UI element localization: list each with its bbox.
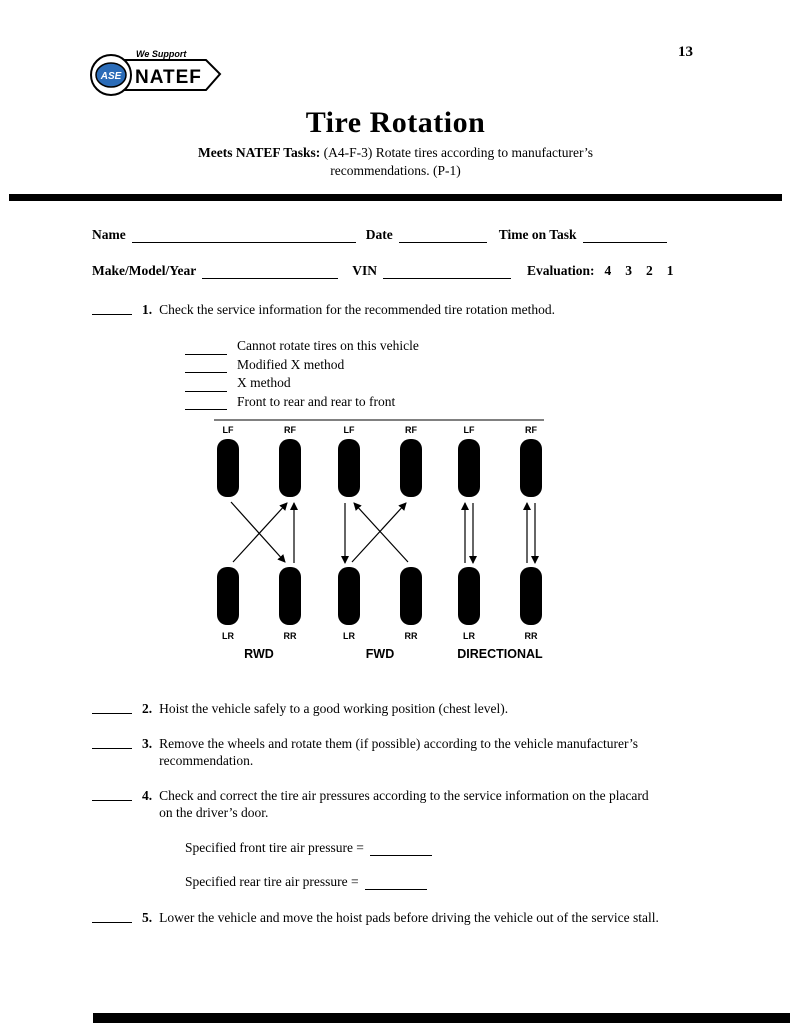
method-1-label: Cannot rotate tires on this vehicle <box>237 337 419 353</box>
time-on-task-label: Time on Task <box>498 227 577 243</box>
step-5-blank <box>92 909 132 923</box>
natef-logo <box>88 44 226 104</box>
tire <box>520 439 542 497</box>
diagram-caption: RWD <box>244 647 274 662</box>
tire-label: LF <box>222 425 234 436</box>
meets-line-2: recommendations. (P-1) <box>330 163 461 179</box>
step-1-blank <box>92 301 132 315</box>
tire-label: LR <box>463 631 475 642</box>
rotation-arrow <box>352 503 406 562</box>
evaluation-value-2: 2 <box>646 263 653 279</box>
name-label: Name <box>92 227 126 243</box>
method-3-blank <box>185 379 227 392</box>
step-3-blank <box>92 735 132 749</box>
method-1-blank <box>185 342 227 355</box>
tire <box>520 567 542 625</box>
date-blank <box>399 228 487 243</box>
tire <box>458 567 480 625</box>
tire-label: RF <box>284 425 296 436</box>
tire <box>217 439 239 497</box>
ase-text: ASE <box>100 71 122 82</box>
logo-we-support: We Support <box>136 49 187 59</box>
date-label: Date <box>365 227 393 243</box>
method-item-2 <box>185 356 791 374</box>
rotation-diagram-graphic <box>204 418 566 664</box>
step-3-number: 3. <box>142 735 153 751</box>
tire-label: LR <box>343 631 355 642</box>
step-1-text: Check the service information for the recommended tire rotation method. <box>159 302 555 318</box>
method-item-4 <box>185 393 791 411</box>
tire <box>217 567 239 625</box>
form-row-name <box>92 227 701 243</box>
tire-label: LF <box>463 425 475 436</box>
vin-blank <box>383 264 511 279</box>
tire <box>279 439 301 497</box>
tire-rotation-diagram <box>204 418 566 668</box>
front-pressure-blank <box>370 842 432 856</box>
step-2-number: 2. <box>142 701 153 717</box>
tire-label: LR <box>222 631 234 642</box>
step-4-blank <box>92 787 132 801</box>
time-on-task-blank <box>583 228 667 243</box>
tire-label: LF <box>343 425 355 436</box>
step-item-4 <box>92 787 712 822</box>
evaluation-label: Evaluation: <box>527 263 595 279</box>
make-model-year-blank <box>202 264 338 279</box>
header-divider <box>9 194 782 201</box>
method-2-label: Modified X method <box>237 356 345 372</box>
tire <box>400 567 422 625</box>
meets-text: (A4-F-3) Rotate tires according to manufacturer’s <box>320 145 593 160</box>
step-2-text: Hoist the vehicle safely to a good working position (chest level). <box>159 701 509 717</box>
diagram-caption: DIRECTIONAL <box>457 647 543 662</box>
front-pressure-line <box>185 840 791 856</box>
method-4-label: Front to rear and rear to front <box>237 393 396 409</box>
tire <box>279 567 301 625</box>
diagram-caption: FWD <box>365 647 395 662</box>
rotation-method-list <box>185 337 791 410</box>
tire <box>400 439 422 497</box>
step-item-5 <box>92 909 712 927</box>
rear-pressure-label: Specified rear tire air pressure = <box>185 873 359 889</box>
method-3-label: X method <box>237 375 291 391</box>
evaluation-value-3: 3 <box>625 263 633 279</box>
step-item-3 <box>92 735 712 770</box>
method-item-3 <box>185 374 791 392</box>
tire-label: RF <box>525 425 537 436</box>
scan-artifact-bar <box>93 1013 790 1023</box>
tire <box>458 439 480 497</box>
name-blank <box>132 228 356 243</box>
rotation-arrow <box>354 503 408 562</box>
vin-label: VIN <box>352 263 377 279</box>
tire-label: RR <box>404 631 418 642</box>
step-item-1 <box>92 301 712 319</box>
step-5-number: 5. <box>142 909 153 925</box>
natef-logo-graphic <box>88 44 226 104</box>
form-row-vehicle <box>92 263 701 279</box>
step-2-blank <box>92 700 132 714</box>
rotation-arrow <box>233 503 287 562</box>
tire <box>338 567 360 625</box>
tire-label: RF <box>405 425 417 436</box>
page-number: 13 <box>678 44 693 60</box>
front-pressure-label: Specified front tire air pressure = <box>185 839 364 855</box>
evaluation-value-4: 4 <box>604 263 612 279</box>
step-4-number: 4. <box>142 787 153 803</box>
tire-label: RR <box>283 631 297 642</box>
logo-natef-text: NATEF <box>135 67 202 88</box>
rotation-arrow <box>231 502 285 562</box>
tire <box>338 439 360 497</box>
tire-label: RR <box>524 631 538 642</box>
meets-label: Meets NATEF Tasks: <box>198 145 321 160</box>
meets-line-1 <box>0 144 791 162</box>
page-title: Tire Rotation <box>305 106 486 139</box>
method-item-1 <box>185 337 791 355</box>
step-3-text: Remove the wheels and rotate them (if possible) according to the vehicle manufacturer’s recommendation. <box>159 735 638 769</box>
evaluation-value-1: 1 <box>666 263 674 279</box>
step-1-number: 1. <box>142 302 153 318</box>
step-5-text: Lower the vehicle and move the hoist pads before driving the vehicle out of the service stall. <box>159 909 659 925</box>
meets-natef-tasks <box>0 144 791 180</box>
method-4-blank <box>185 397 227 410</box>
step-item-2 <box>92 700 712 718</box>
make-model-year-label: Make/Model/Year <box>92 263 197 279</box>
rear-pressure-line <box>185 874 791 890</box>
method-2-blank <box>185 360 227 373</box>
step-4-text: Check and correct the tire air pressures according to the service information on the placard on the driver’s door. <box>159 787 649 821</box>
rear-pressure-blank <box>365 876 427 890</box>
